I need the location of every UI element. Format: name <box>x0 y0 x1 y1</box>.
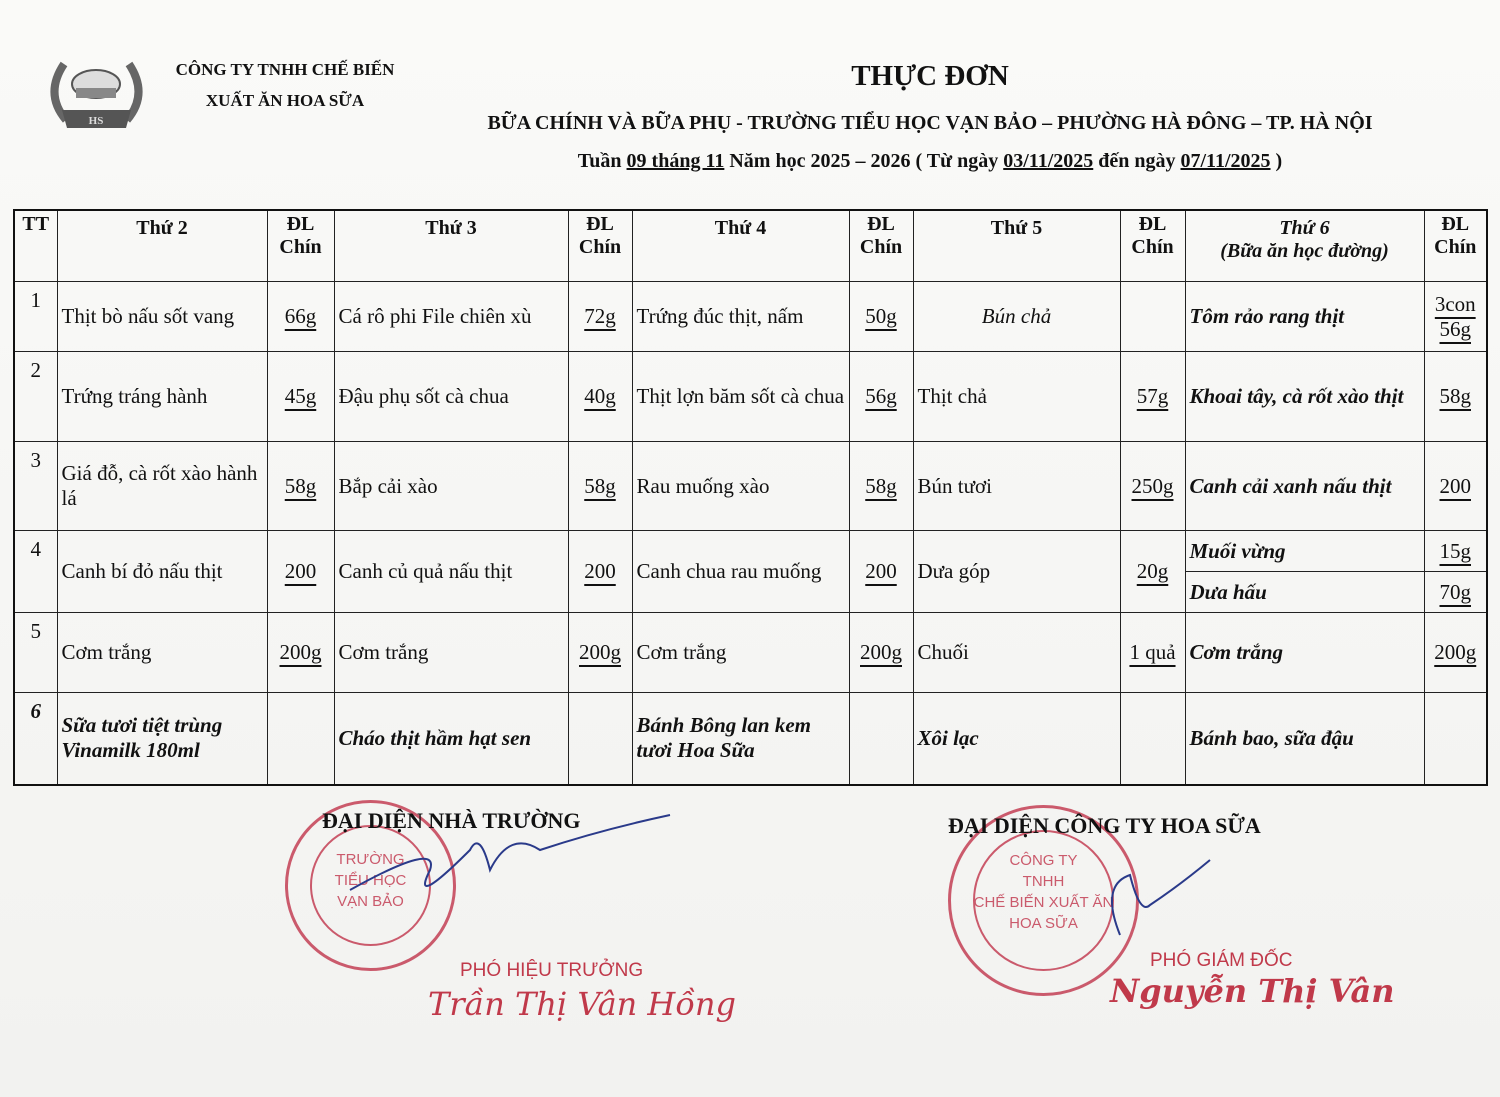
dish-cell: Canh cải xanh nấu thịt <box>1185 442 1424 531</box>
school-signer-name: Trần Thị Vân Hồng <box>428 985 736 1023</box>
header-day-friday <box>1185 210 1424 282</box>
weight-cell <box>1424 352 1487 442</box>
row-number: 6 <box>14 693 57 785</box>
header-tt: TT <box>14 210 57 282</box>
dish-cell: Tôm rảo rang thịt <box>1185 282 1424 352</box>
weight-value: 45g <box>284 384 317 408</box>
dish-cell: Bắp cải xào <box>334 442 568 531</box>
svg-text:HS: HS <box>88 115 104 127</box>
dish-cell: Đậu phụ sốt cà chua <box>334 352 568 442</box>
dish-cell: Cơm trắng <box>57 613 267 693</box>
dish-cell: Canh bí đỏ nấu thịt <box>57 531 267 613</box>
stamp-text: CÔNG TY <box>1009 852 1078 869</box>
stamp-text: TRƯỜNG <box>336 851 405 868</box>
header-row <box>14 210 1487 282</box>
dish-cell: Canh chua rau muống <box>632 531 849 613</box>
dish-cell: Cơm trắng <box>632 613 849 693</box>
weight-item <box>1425 571 1487 612</box>
weight-cell <box>568 531 632 613</box>
weight-cell <box>267 442 334 531</box>
table-row <box>14 693 1487 785</box>
week-to-label: đến ngày <box>1093 150 1181 172</box>
weight-cell <box>568 613 632 693</box>
weight-value: 40g <box>584 384 616 408</box>
weight-cell <box>849 352 913 442</box>
dish-cell: Xôi lạc <box>913 693 1120 785</box>
weight-cell <box>1120 531 1185 613</box>
company-line2: XUẤT ĂN HOA SỮA <box>205 91 365 110</box>
dish-cell: Thịt bò nấu sốt vang <box>57 282 267 352</box>
friday-label: Thứ 6 <box>1279 217 1330 239</box>
dish-cell: Chuối <box>913 613 1120 693</box>
dish-cell: Dưa góp <box>913 531 1120 613</box>
weight-value: 58g <box>1439 384 1471 408</box>
friday-split-dishes <box>1185 531 1424 613</box>
friday-split-weights <box>1424 531 1487 613</box>
weight-cell <box>1120 442 1185 531</box>
company-signer-name: Nguyễn Thị Vân <box>1110 972 1395 1010</box>
company-role: PHÓ GIÁM ĐỐC <box>1150 950 1293 971</box>
week-number: 09 tháng 11 <box>626 150 725 172</box>
page-title: THỰC ĐƠN <box>851 60 1009 92</box>
row-number: 5 <box>14 613 57 693</box>
weight-value: 66g <box>284 304 317 328</box>
weight-cell <box>568 352 632 442</box>
weight-value: 250g <box>1131 473 1174 498</box>
weight-cell <box>849 613 913 693</box>
weight-cell <box>849 693 913 785</box>
dish-cell: Bún chả <box>913 282 1120 352</box>
dish-cell: Bún tươi <box>913 442 1120 531</box>
weight-value: 200g <box>860 640 902 664</box>
weight-value: 58g <box>284 473 317 498</box>
weight-cell <box>1424 693 1487 785</box>
weight-value: 200 <box>284 559 317 583</box>
dish-cell: Cá rô phi File chiên xù <box>334 282 568 352</box>
weight-cell <box>1424 442 1487 531</box>
dish-item: Muối vừng <box>1189 539 1286 563</box>
weight-cell <box>1120 693 1185 785</box>
school-role: PHÓ HIỆU TRƯỞNG <box>460 960 644 981</box>
weight-cell <box>568 693 632 785</box>
stamp-text: HOA SỮA <box>1009 915 1078 932</box>
header-day: Thứ 4 <box>632 210 849 282</box>
table-row <box>14 531 1487 613</box>
weight-item <box>1425 531 1487 571</box>
header-weight: ĐL Chín <box>849 210 913 282</box>
company-line1: CÔNG TY TNHH CHẾ BIẾN <box>175 60 395 79</box>
row-number: 4 <box>14 531 57 613</box>
weight-value: 200g <box>579 640 621 664</box>
weight-value: 3con 56g <box>1434 291 1476 341</box>
weight-cell <box>568 442 632 531</box>
weight-value: 57g <box>1136 384 1169 408</box>
weight-value: 200g <box>279 640 322 664</box>
weight-cell <box>267 352 334 442</box>
weight-value: 200 <box>865 559 897 583</box>
stamp-text: TIỂU HỌC <box>334 872 407 889</box>
weight-value: 1 quả <box>1129 640 1176 664</box>
dish-item: Dưa hấu <box>1186 571 1424 612</box>
row-number: 2 <box>14 352 57 442</box>
row-number: 3 <box>14 442 57 531</box>
weight-cell <box>267 531 334 613</box>
header-day: Thứ 5 <box>913 210 1120 282</box>
menu-table <box>13 209 1488 786</box>
weight-cell <box>1424 282 1487 352</box>
weight-cell <box>267 282 334 352</box>
weight-value: 200 <box>584 559 616 583</box>
header-weight: ĐL Chín <box>1424 210 1487 282</box>
stamp-text: VẠN BẢO <box>337 893 404 910</box>
weight-cell <box>267 613 334 693</box>
company-name <box>150 54 420 116</box>
weight-cell <box>849 531 913 613</box>
weight-cell <box>267 693 334 785</box>
header-weight: ĐL Chín <box>568 210 632 282</box>
row-number: 1 <box>14 282 57 352</box>
weight-value: 50g <box>865 304 897 328</box>
dish-cell: Giá đỗ, cà rốt xào hành lá <box>57 442 267 531</box>
weight-cell <box>849 442 913 531</box>
weight-value: 70g <box>1439 580 1471 604</box>
weight-cell <box>849 282 913 352</box>
dish-cell: Thịt chả <box>913 352 1120 442</box>
weight-value: 72g <box>584 304 616 328</box>
subtitle: BỮA CHÍNH VÀ BỮA PHỤ - TRƯỜNG TIỂU HỌC VẠN BẢO – PHƯỜNG HÀ ĐÔNG – TP. HÀ NỘI <box>487 112 1373 134</box>
weight-cell <box>1120 352 1185 442</box>
date-from: 03/11/2025 <box>1003 150 1094 172</box>
weight-value: 58g <box>584 473 616 498</box>
week-line <box>380 150 1480 173</box>
company-logo <box>44 54 149 134</box>
week-prefix: Tuần <box>577 150 627 172</box>
table-row <box>14 282 1487 352</box>
header-weight: ĐL Chín <box>1120 210 1185 282</box>
weight-value: 200 <box>1439 473 1471 498</box>
dish-cell: Rau muống xào <box>632 442 849 531</box>
company-signature <box>1080 855 1220 945</box>
stamp-text: CHẾ BIẾN XUẤT ĂN <box>973 894 1114 911</box>
date-to: 07/11/2025 <box>1180 150 1271 172</box>
weight-value: 58g <box>865 473 897 498</box>
weight-value: 15g <box>1439 539 1471 563</box>
dish-cell: Cháo thịt hầm hạt sen <box>334 693 568 785</box>
week-mid: Năm học 2025 – 2026 ( Từ ngày <box>724 150 1004 172</box>
dish-cell: Bánh bao, sữa đậu <box>1185 693 1424 785</box>
dish-cell: Khoai tây, cà rốt xào thịt <box>1185 352 1424 442</box>
company-heading: ĐẠI DIỆN CÔNG TY HOA SỮA <box>948 813 1261 838</box>
weight-cell <box>1424 613 1487 693</box>
header-weight: ĐL Chín <box>267 210 334 282</box>
week-suffix: ) <box>1270 150 1283 172</box>
friday-note: (Bữa ăn học đường) <box>1220 240 1389 262</box>
dish-cell: Canh củ quả nấu thịt <box>334 531 568 613</box>
dish-cell: Trứng tráng hành <box>57 352 267 442</box>
weight-cell <box>1120 613 1185 693</box>
weight-value: 56g <box>865 384 897 408</box>
school-heading: ĐẠI DIỆN NHÀ TRƯỜNG <box>322 808 581 833</box>
table-row <box>14 352 1487 442</box>
table-row <box>14 613 1487 693</box>
weight-cell <box>568 282 632 352</box>
weight-value: 20g <box>1136 559 1169 583</box>
header-day: Thứ 3 <box>334 210 568 282</box>
stamp-text: TNHH <box>1022 873 1065 890</box>
weight-value: 200g <box>1434 640 1477 664</box>
dish-cell: Trứng đúc thịt, nấm <box>632 282 849 352</box>
header-day: Thứ 2 <box>57 210 267 282</box>
weight-cell <box>1120 282 1185 352</box>
dish-cell: Thịt lợn băm sốt cà chua <box>632 352 849 442</box>
dish-cell: Cơm trắng <box>1185 613 1424 693</box>
dish-cell: Sữa tươi tiệt trùng Vinamilk 180ml <box>57 693 267 785</box>
dish-cell: Bánh Bông lan kem tươi Hoa Sữa <box>632 693 849 785</box>
table-row <box>14 442 1487 531</box>
dish-cell: Cơm trắng <box>334 613 568 693</box>
